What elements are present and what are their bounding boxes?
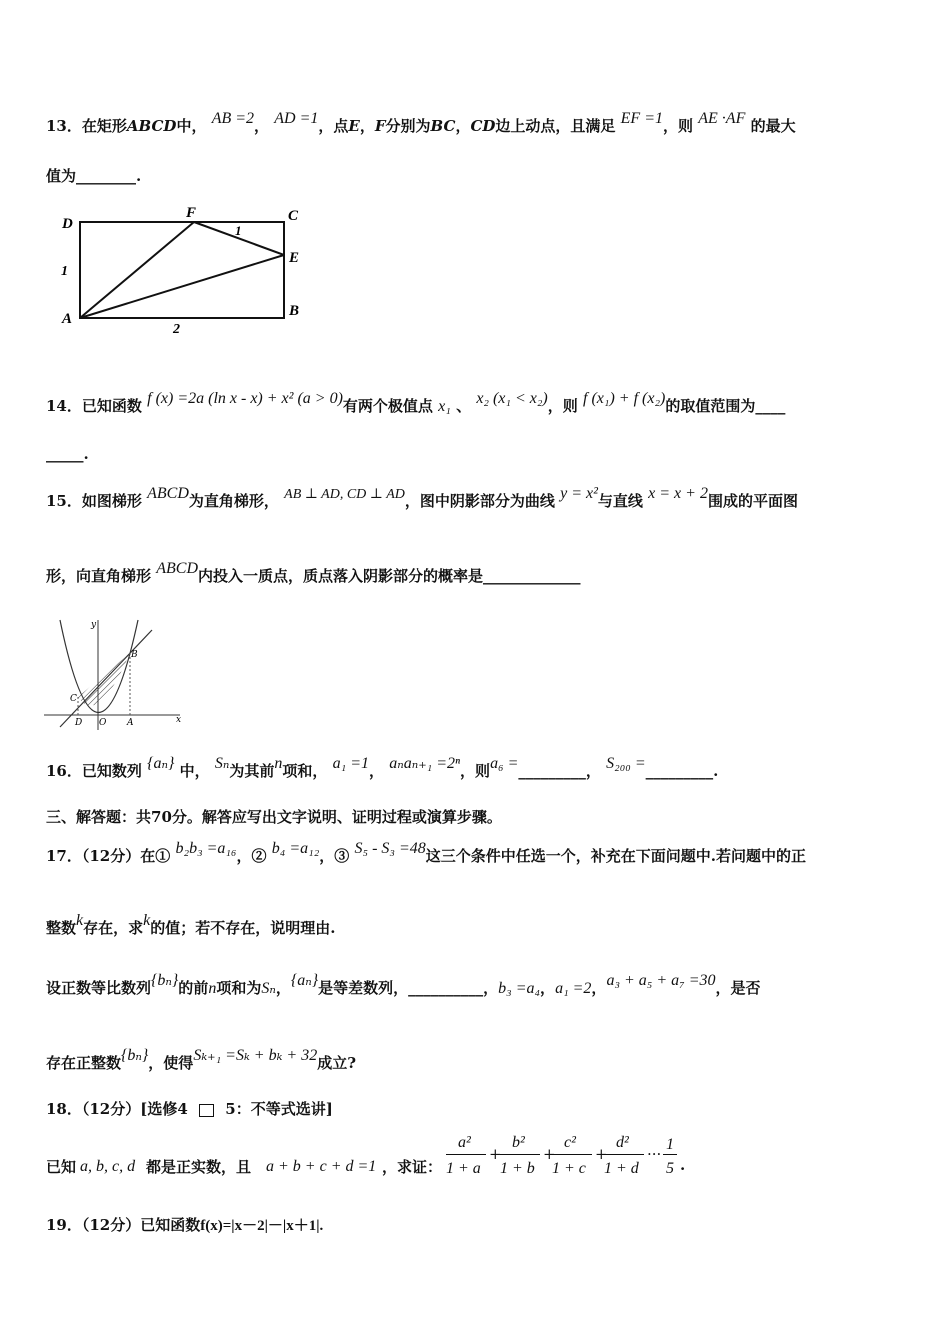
q19-line: 19．（12分）已知函数f(x)=|x－2|－|x＋1|. <box>46 1216 324 1234</box>
math-func: f (x) =2a (ln x - x) + x² (a > 0) <box>147 390 343 407</box>
q14-line2: _____. <box>46 445 89 463</box>
q17-line4: 存在正整数{bₙ}，使得Sₖ₊₁ =Sₖ + bₖ + 32成立? <box>46 1047 357 1072</box>
math-bn2: {bₙ} <box>121 1047 149 1064</box>
rectangle-figure <box>58 205 318 335</box>
math-curve: y = x² <box>560 485 598 502</box>
symbol-icon <box>199 1104 214 1117</box>
math-e1: b₃ =a₄ <box>498 980 541 997</box>
math-s200: S₂₀₀ = <box>606 755 646 772</box>
label-B: B <box>131 650 138 660</box>
math-seq: {aₙ} <box>147 755 175 772</box>
math-ef: EF =1 <box>620 110 663 127</box>
math-dot: AE ·AF <box>698 110 746 127</box>
q14-line1: 14．已知函数 f (x) =2a (ln x - x) + x² (a > 0)有两个极值点 x₁ 、 x₂ (x₁ < x₂)，则 f (x₁) + f (x₂)的取值范围为____ <box>46 390 786 415</box>
label-e: E <box>289 250 300 266</box>
math-e3: a₃ + a₅ + a₇ =30 <box>606 972 716 989</box>
frac4-den: 1 + d <box>604 1160 639 1177</box>
math-k1: k <box>76 912 84 929</box>
frac3-den: 1 + c <box>552 1160 586 1177</box>
q17-line2: 整数k存在，求k的值；若不存在，说明理由. <box>46 912 336 937</box>
math-sn2: Sₙ <box>261 980 276 997</box>
frac3-bar <box>552 1154 592 1155</box>
math-cond18: a + b + c + d =1 <box>266 1158 377 1175</box>
q17-line3: 设正数等比数列{bₙ}的前n项和为Sₙ，{aₙ}是等差数列，__________，b₃ =a₄，a₁ =2，a₃ + a₅ + a₇ =30，是否 <box>46 972 761 997</box>
math-ab: AB =2 <box>211 110 255 127</box>
frac1-den: 1 + a <box>446 1160 481 1177</box>
math-c3: S₅ - S₃ =48 <box>354 840 426 857</box>
label-y: y <box>91 620 97 630</box>
math-abcd-2: ABCD <box>156 560 199 577</box>
label-D: D <box>75 718 83 728</box>
math-c2: b₄ =a₁₂ <box>271 840 320 857</box>
math-sum: f (x₁) + f (x₂) <box>583 390 666 407</box>
frac5-num: 1 <box>666 1136 674 1153</box>
label-b: B <box>289 303 300 319</box>
label-O: O <box>99 718 107 728</box>
label-f: F <box>186 205 197 221</box>
math-a1: a₁ =1 <box>332 755 369 772</box>
q18-title: 18．（12分）[选修4 5：不等式选讲] <box>46 1100 333 1118</box>
math-line: x = x + 2 <box>648 485 708 502</box>
frac2-bar <box>500 1154 540 1155</box>
frac5-den: 5 <box>666 1160 674 1177</box>
math-bn: {bₙ} <box>151 972 179 989</box>
math-cond: AB ⊥ AD, CD ⊥ AD <box>284 487 405 502</box>
math-ad: AD =1 <box>274 110 319 127</box>
frac1-bar <box>446 1154 486 1155</box>
math-rec: aₙaₙ₊₁ =2ⁿ <box>389 755 461 772</box>
math-sn: Sₙ <box>214 755 230 772</box>
label-c: C <box>288 208 299 224</box>
parabola-figure <box>42 615 202 735</box>
math-vars: a, b, c, d <box>80 1158 136 1175</box>
q13-line2: 值为________. <box>46 167 142 185</box>
math-abcd: ABCD <box>147 485 189 502</box>
label-x: x <box>176 715 182 725</box>
math-e4: Sₖ₊₁ =Sₖ + bₖ + 32 <box>193 1047 318 1064</box>
label-side-bottom: 2 <box>173 322 180 335</box>
frac5-bar <box>663 1154 677 1155</box>
frac4-bar <box>604 1154 644 1155</box>
frac1-num: a² <box>458 1134 471 1151</box>
frac2-num: b² <box>512 1134 525 1151</box>
label-a: A <box>62 311 73 327</box>
label-A: A <box>127 718 134 728</box>
math-e2: a₁ =2 <box>555 980 592 997</box>
math-k2: k <box>143 912 151 929</box>
label-d: D <box>62 216 73 232</box>
math-n2: n <box>208 980 217 997</box>
q13-line1: 13．在矩形ABCD中， AB =2， AD =1，点E，F分别为BC，CD边上动点，且满足 EF =1，则 AE ·AF 的最大 <box>46 110 796 135</box>
q16-line: 16．已知数列 {aₙ} 中， Sₙ为其前n项和， a₁ =1， aₙaₙ₊₁ =2ⁿ，则a₆ =_________， S₂₀₀ =_________. <box>46 755 719 780</box>
math-x2: x₂ (x₁ < x₂) <box>476 390 548 407</box>
q15-line1: 15．如图梯形 ABCD为直角梯形， AB ⊥ AD, CD ⊥ AD，图中阴影部分为曲线 y = x²与直线 x = x + 2围成的平面图 <box>46 485 798 510</box>
math-an: {aₙ} <box>290 972 319 989</box>
label-C: C <box>70 694 77 704</box>
relation: ··· <box>647 1145 662 1163</box>
frac2-den: 1 + b <box>500 1160 535 1177</box>
section-title: 三、解答题：共70分。解答应写出文字说明、证明过程或演算步骤。 <box>46 808 502 826</box>
math-a6: a₆ = <box>490 755 519 772</box>
math-x1: x₁ <box>438 398 451 415</box>
q15-line2: 形，向直角梯形 ABCD内投入一质点，质点落入阴影部分的概率是_____________ <box>46 560 581 585</box>
frac4-num: d² <box>616 1134 629 1151</box>
math-func19: f(x)=|x－2|－|x＋1|. <box>200 1218 324 1234</box>
q17-line1: 17．（12分）在① b₂b₃ =a₁₆，② b₄ =a₁₂，③ S₅ - S₃ =48这三个条件中任选一个，补充在下面问题中.若问题中的正 <box>46 840 807 865</box>
math-c1: b₂b₃ =a₁₆ <box>175 840 237 857</box>
frac3-num: c² <box>564 1134 576 1151</box>
math-n: n <box>274 755 283 772</box>
label-side-left: 1 <box>61 264 68 279</box>
label-side-fe: 1 <box>235 223 242 238</box>
